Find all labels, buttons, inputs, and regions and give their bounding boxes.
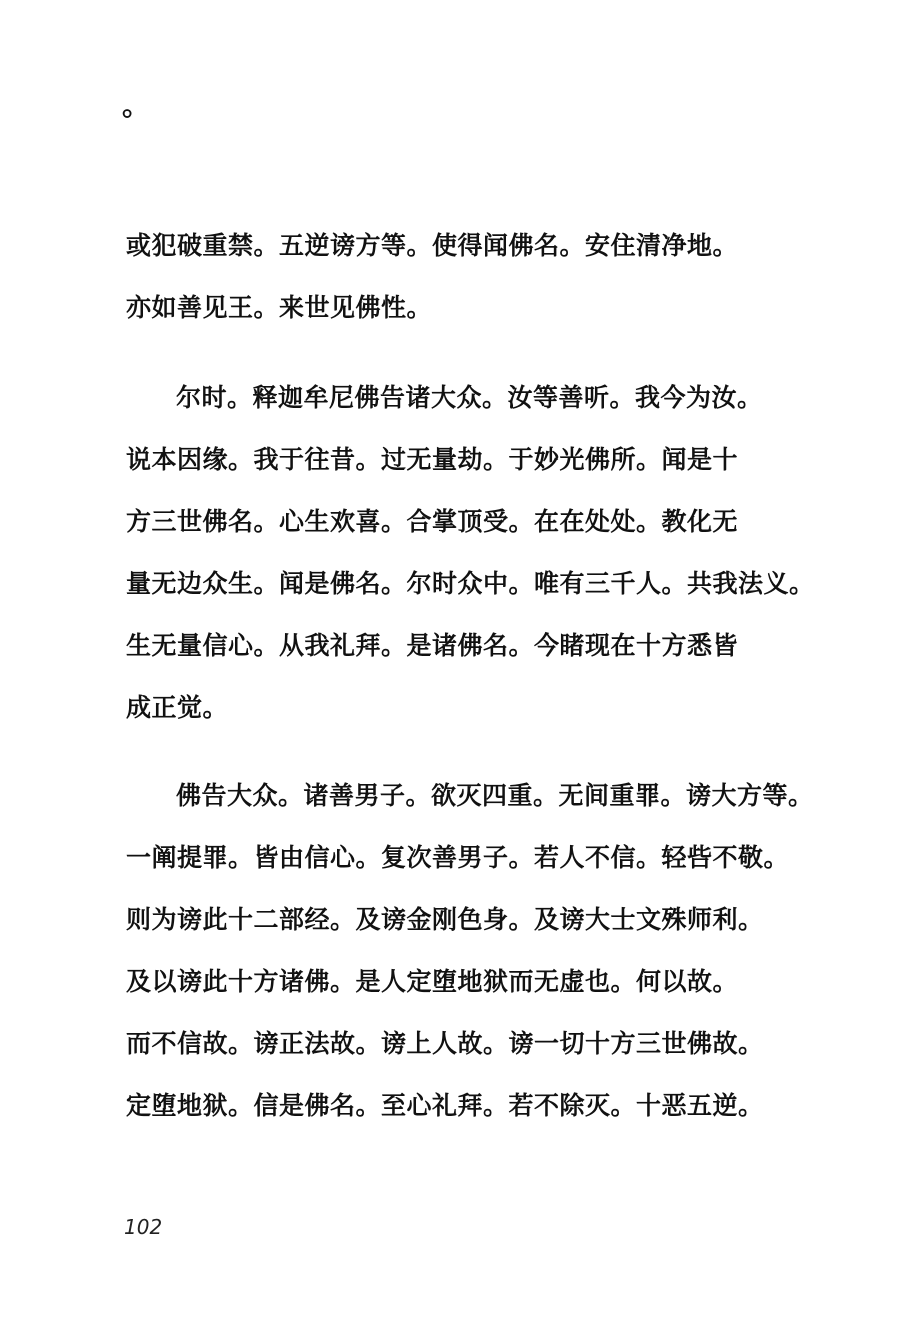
text-line: 或犯破重禁。五逆谤方等。使得闻佛名。安住清净地。 — [126, 231, 739, 260]
text-line: 亦如善见王。来世见佛性。 — [126, 293, 433, 322]
text-line: 方三世佛名。心生欢喜。合掌顶受。在在处处。教化无 — [126, 507, 739, 536]
text-line-indented: 佛告大众。诸善男子。欲灭四重。无间重罪。谤大方等。 — [176, 781, 814, 810]
text-line: 而不信故。谤正法故。谤上人故。谤一切十方三世佛故。 — [126, 1029, 764, 1058]
text-line: 量无边众生。闻是佛名。尔时众中。唯有三千人。共我法义。 — [126, 569, 815, 598]
text-line: 说本因缘。我于往昔。过无量劫。于妙光佛所。闻是十 — [126, 445, 739, 474]
text-line-indented: 尔时。释迦牟尼佛告诸大众。汝等善听。我今为汝。 — [176, 383, 763, 412]
text-line: 定堕地狱。信是佛名。至心礼拜。若不除灭。十恶五逆。 — [126, 1091, 764, 1120]
text-line: 一阐提罪。皆由信心。复次善男子。若人不信。轻呰不敬。 — [126, 843, 790, 872]
text-line: 则为谤此十二部经。及谤金刚色身。及谤大士文殊师利。 — [126, 905, 764, 934]
text-line: 及以谤此十方诸佛。是人定堕地狱而无虚也。何以故。 — [126, 967, 739, 996]
top-punctuation-mark: 。 — [122, 89, 151, 122]
page-number: 102 — [124, 1215, 163, 1239]
text-line: 成正觉。 — [126, 693, 229, 722]
text-line: 生无量信心。从我礼拜。是诸佛名。今睹现在十方悉皆 — [126, 631, 739, 660]
